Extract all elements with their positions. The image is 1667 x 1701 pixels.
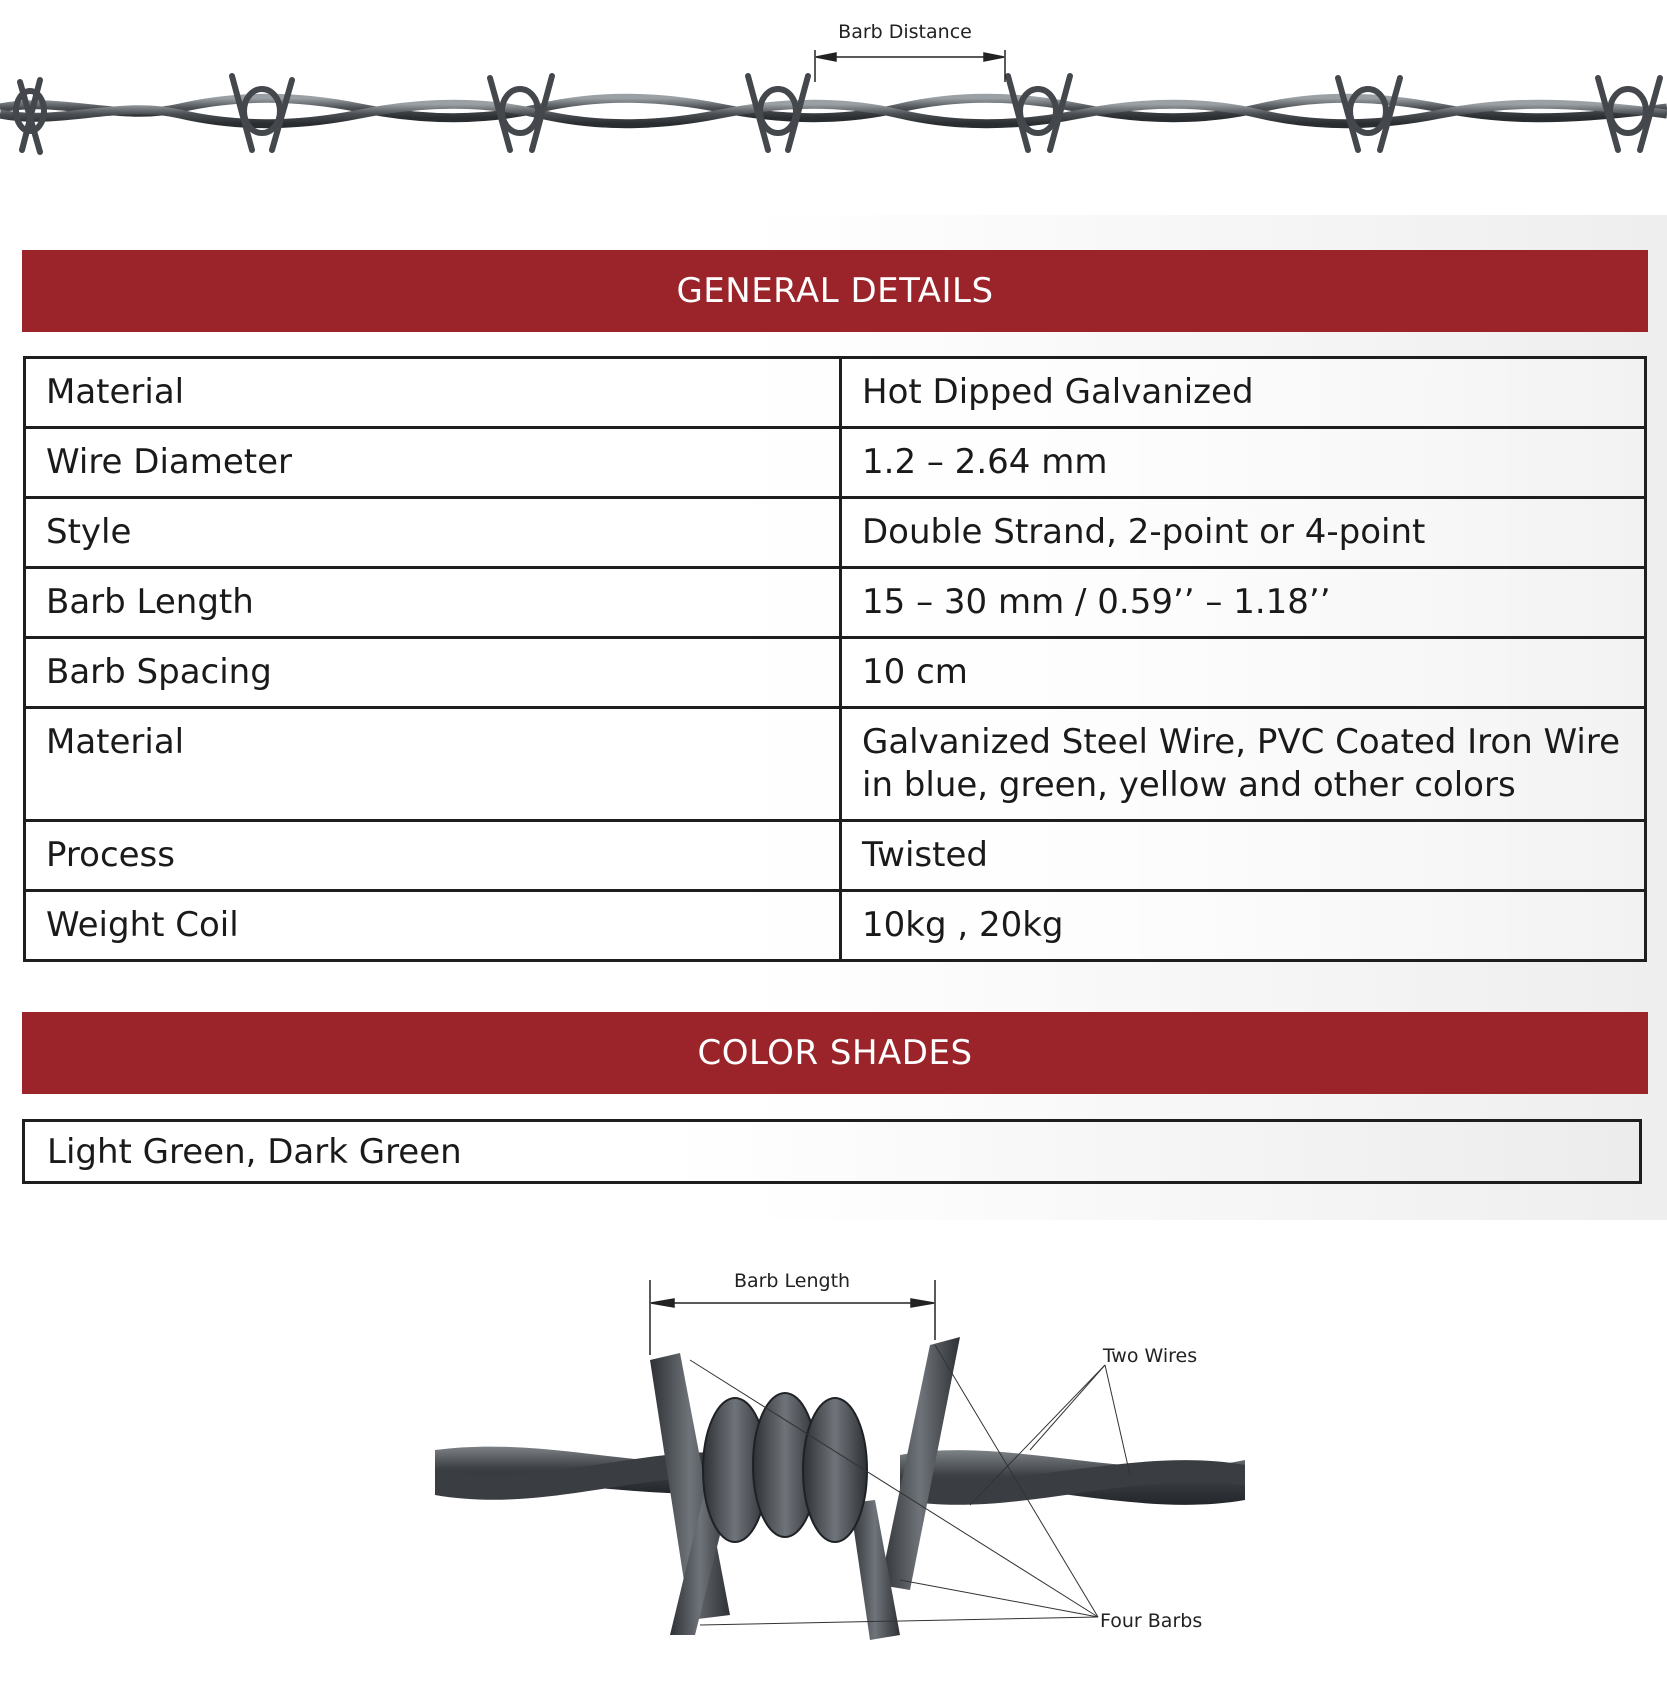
table-row <box>25 568 1646 638</box>
barb-length-label: Barb Length <box>733 1270 851 1292</box>
color-shades-header: COLOR SHADES <box>22 1012 1648 1094</box>
barb-distance-label: Barb Distance <box>838 21 972 43</box>
barb-6 <box>1338 78 1400 150</box>
barb-2 <box>232 76 292 150</box>
spec-value: 1.2 – 2.64 mm <box>841 428 1646 498</box>
barb-5 <box>1008 76 1070 150</box>
spec-value: 10 cm <box>841 638 1646 708</box>
spec-key: Material <box>25 708 841 821</box>
spec-value: Galvanized Steel Wire, PVC Coated Iron Wire in blue, green, yellow and other colors <box>841 708 1646 821</box>
table-row <box>25 821 1646 891</box>
barb-closeup-illustration <box>430 1245 1260 1675</box>
spec-key: Barb Length <box>25 568 841 638</box>
table-row <box>25 498 1646 568</box>
table-row <box>25 638 1646 708</box>
two-wires-label: Two Wires <box>1102 1345 1198 1367</box>
spec-key: Weight Coil <box>25 891 841 961</box>
spec-value: Twisted <box>841 821 1646 891</box>
spec-key: Material <box>25 358 841 428</box>
spec-value: Hot Dipped Galvanized <box>841 358 1646 428</box>
barbed-wire-strip-illustration <box>0 0 1667 200</box>
table-row <box>25 428 1646 498</box>
table-row <box>25 358 1646 428</box>
spec-key: Style <box>25 498 841 568</box>
color-shades-value: Light Green, Dark Green <box>22 1119 1642 1184</box>
table-row <box>25 708 1646 821</box>
barb-distance-dimension <box>815 50 1005 82</box>
spec-key: Wire Diameter <box>25 428 841 498</box>
spec-value: 10kg , 20kg <box>841 891 1646 961</box>
spec-value: Double Strand, 2-point or 4-point <box>841 498 1646 568</box>
four-barbs-label: Four Barbs <box>1100 1610 1203 1632</box>
specs-table <box>23 356 1647 962</box>
spec-key: Barb Spacing <box>25 638 841 708</box>
spec-value: 15 – 30 mm / 0.59’’ – 1.18’’ <box>841 568 1646 638</box>
spec-key: Process <box>25 821 841 891</box>
table-row <box>25 891 1646 961</box>
general-details-header: GENERAL DETAILS <box>22 250 1648 332</box>
